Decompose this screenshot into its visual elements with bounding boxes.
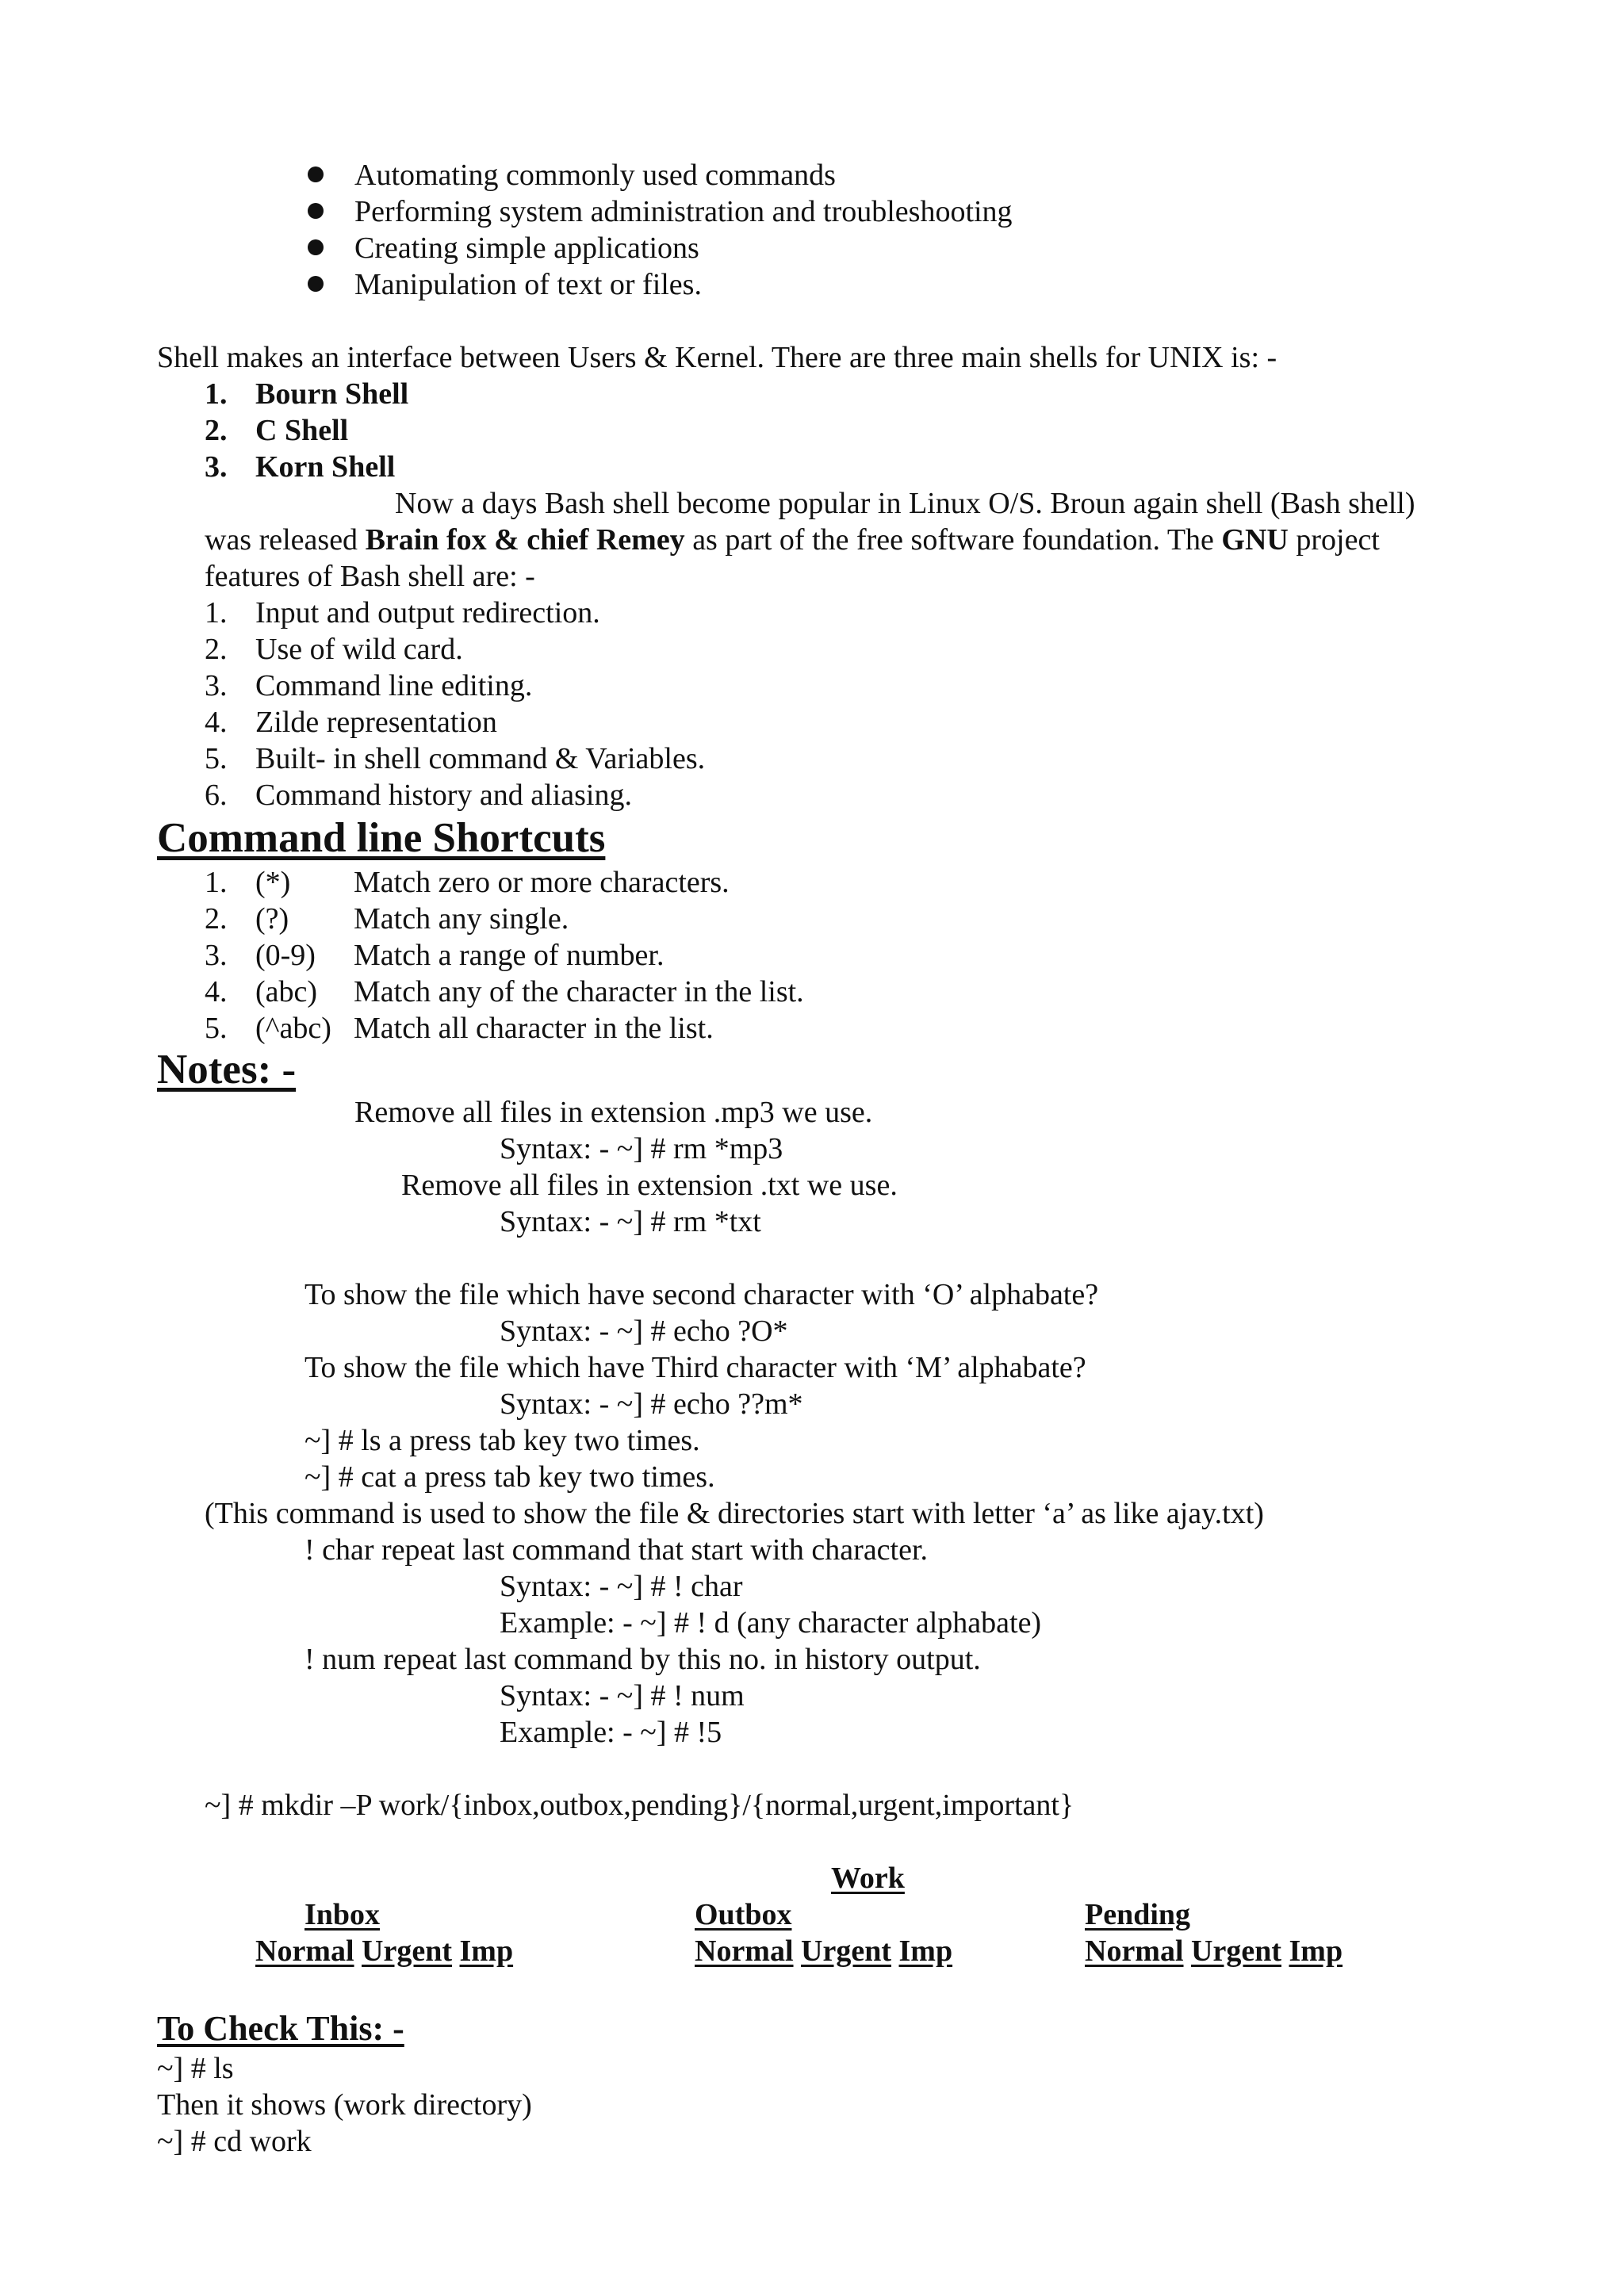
shell-intro: Shell makes an interface between Users & Kernel. There are three main shells for UNIX is: - <box>157 341 1277 374</box>
shell-name: C Shell <box>255 414 349 447</box>
note-syntax: Syntax: - ~] # ! num <box>500 1679 745 1712</box>
list-number: 5. <box>205 1012 228 1045</box>
tree-sub-imp: Imp <box>459 1934 514 1968</box>
text-run: project <box>1288 523 1380 557</box>
shortcut-desc: Match any single. <box>354 902 569 936</box>
list-number: 3. <box>205 450 228 484</box>
feature-item: Use of wild card. <box>255 633 463 666</box>
check-line: Then it shows (work directory) <box>157 2088 532 2122</box>
tree-sub-urgent: Urgent <box>801 1934 891 1968</box>
bullet-item: Creating simple applications <box>354 232 699 265</box>
shortcut-symbol: (*) <box>255 866 291 899</box>
list-number: 4. <box>205 975 228 1008</box>
shortcuts-heading: Command line Shortcuts <box>157 815 606 861</box>
feature-item: Zilde representation <box>255 706 497 739</box>
feature-item: Input and output redirection. <box>255 596 600 629</box>
shell-name: Bourn Shell <box>255 377 409 411</box>
tree-sub-urgent: Urgent <box>1191 1934 1281 1968</box>
mkdir-command: ~] # mkdir –P work/{inbox,outbox,pending}/{normal,urgent,important} <box>205 1789 1074 1822</box>
gnu-label: GNU <box>1221 523 1289 557</box>
list-number: 5. <box>205 742 228 775</box>
list-number: 2. <box>205 902 228 936</box>
text-run: was released <box>205 523 366 557</box>
list-number: 3. <box>205 669 228 702</box>
tree-sub-urgent: Urgent <box>362 1934 452 1968</box>
note-syntax: Syntax: - ~] # rm *txt <box>500 1205 761 1238</box>
tree-sub-normal: Normal <box>255 1934 354 1968</box>
shortcut-symbol: (abc) <box>255 975 318 1008</box>
bash-line-1: Now a days Bash shell become popular in Linux O/S. Broun again shell (Bash shell) <box>395 487 1415 520</box>
shortcut-symbol: (^abc) <box>255 1012 331 1045</box>
bullet-dot-icon <box>308 203 324 219</box>
list-number: 6. <box>205 779 228 812</box>
note-line: To show the file which have second character with ‘O’ alphabate? <box>304 1278 1099 1311</box>
check-line: ~] # cd work <box>157 2125 312 2158</box>
check-heading: To Check This: - <box>157 2009 404 2048</box>
tree-sub-group <box>695 1933 952 1969</box>
bullet-dot-icon <box>308 166 324 182</box>
tree-sub-normal: Normal <box>695 1934 794 1968</box>
note-syntax: Syntax: - ~] # rm *mp3 <box>500 1132 783 1165</box>
note-example: Example: - ~] # !5 <box>500 1716 722 1749</box>
tree-dir-inbox: Inbox <box>304 1898 381 1931</box>
note-line: ! num repeat last command by this no. in history output. <box>304 1643 981 1676</box>
note-line: To show the file which have Third character with ‘M’ alphabate? <box>304 1351 1086 1384</box>
tree-dir-pending: Pending <box>1085 1898 1191 1931</box>
tree-sub-imp: Imp <box>1289 1934 1343 1968</box>
shortcut-desc: Match all character in the list. <box>354 1012 714 1045</box>
list-number: 1. <box>205 866 228 899</box>
bullet-item: Performing system administration and troubleshooting <box>354 195 1013 228</box>
note-line: Remove all files in extension .txt we use. <box>401 1169 898 1202</box>
bullet-item: Automating commonly used commands <box>354 159 836 192</box>
list-number: 2. <box>205 414 228 447</box>
tree-sub-group <box>1085 1933 1342 1969</box>
note-command: ~] # cat a press tab key two times. <box>304 1460 715 1494</box>
feature-item: Built- in shell command & Variables. <box>255 742 706 775</box>
shortcut-desc: Match a range of number. <box>354 939 665 972</box>
bash-line-2 <box>205 522 1380 558</box>
note-syntax: Syntax: - ~] # echo ?O* <box>500 1314 788 1348</box>
tree-sub-imp: Imp <box>898 1934 953 1968</box>
list-number: 1. <box>205 377 228 411</box>
note-line: (This command is used to show the file & directories start with letter ‘a’ as like ajay.txt) <box>205 1497 1264 1530</box>
shell-name: Korn Shell <box>255 450 396 484</box>
shortcut-symbol: (0-9) <box>255 939 316 972</box>
tree-dir-outbox: Outbox <box>695 1898 792 1931</box>
feature-item: Command line editing. <box>255 669 533 702</box>
bullet-item: Manipulation of text or files. <box>354 268 702 301</box>
check-line: ~] # ls <box>157 2052 234 2085</box>
list-number: 2. <box>205 633 228 666</box>
shortcut-symbol: (?) <box>255 902 289 936</box>
list-number: 1. <box>205 596 228 629</box>
shortcut-desc: Match zero or more characters. <box>354 866 730 899</box>
note-line: ! char repeat last command that start with character. <box>304 1533 929 1567</box>
author-names: Brain fox & chief Remey <box>365 523 685 557</box>
note-syntax: Syntax: - ~] # echo ??m* <box>500 1387 803 1421</box>
tree-sub-group <box>255 1933 513 1969</box>
list-number: 4. <box>205 706 228 739</box>
tree-sub-normal: Normal <box>1085 1934 1184 1968</box>
list-number: 3. <box>205 939 228 972</box>
note-line: Remove all files in extension .mp3 we use. <box>354 1096 873 1129</box>
note-syntax: Syntax: - ~] # ! char <box>500 1570 743 1603</box>
note-example: Example: - ~] # ! d (any character alphabate) <box>500 1606 1042 1640</box>
text-run: as part of the free software foundation. The <box>684 523 1222 557</box>
shortcut-desc: Match any of the character in the list. <box>354 975 804 1008</box>
notes-heading: Notes: - <box>157 1047 297 1093</box>
tree-root: Work <box>831 1862 905 1895</box>
note-command: ~] # ls a press tab key two times. <box>304 1424 700 1457</box>
bullet-dot-icon <box>308 276 324 292</box>
bullet-dot-icon <box>308 239 324 255</box>
bash-line-3: features of Bash shell are: - <box>205 560 535 593</box>
feature-item: Command history and aliasing. <box>255 779 632 812</box>
